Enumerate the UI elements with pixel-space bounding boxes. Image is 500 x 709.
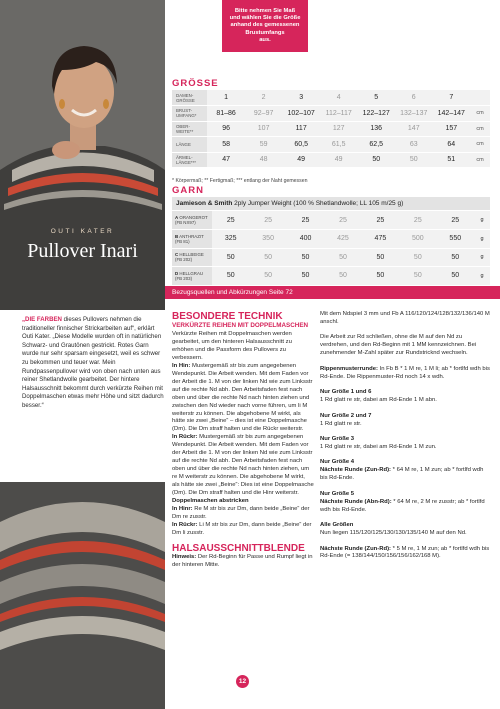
yarn-unit: g bbox=[474, 230, 490, 249]
neckband-text: Der Rd-Beginn für Passe und Rumpf liegt in der hinteren Mitte. bbox=[172, 553, 313, 568]
size-cell: 51 bbox=[433, 152, 471, 168]
increase-round-text: * 5 M re, 1 M zun; ab * fortlfd wdh bis Rd-Ende (= 138/144/150/156/156/162/168 M). bbox=[320, 545, 490, 560]
abs-rueck-label: In Rückr: bbox=[172, 521, 198, 528]
size-1-6-label: Nur Größe 1 und 6 bbox=[320, 389, 372, 396]
abstricken-rueck bbox=[172, 522, 314, 538]
yarn-color-code: A bbox=[175, 215, 179, 220]
size-cell: 50 bbox=[357, 152, 395, 168]
rib-label: Rippenmusterrunde: bbox=[320, 365, 378, 372]
size-cell: 96 bbox=[207, 121, 245, 137]
size-cell: 47 bbox=[207, 152, 245, 168]
size-cell: 157 bbox=[433, 121, 471, 137]
yarn-cell: 50 bbox=[437, 248, 474, 267]
all-sizes-block bbox=[320, 522, 490, 538]
size-cell: 142–147 bbox=[433, 106, 471, 122]
yarn-cell: 50 bbox=[212, 267, 249, 286]
yarn-heading: GARN bbox=[172, 185, 204, 196]
hin-label: In Hin: bbox=[172, 362, 191, 369]
technique-rueck-paragraph bbox=[172, 434, 314, 498]
yarn-cell: 425 bbox=[324, 230, 361, 249]
size-cell: 102–107 bbox=[282, 106, 320, 122]
size-row-label-line: UMFANG* bbox=[176, 113, 197, 119]
hin-text: Mustergemäß str bis zum angegebenen Wendepunkt. Die Arbeit wenden. Mit dem Faden vor der Arbeit die 1. M von der linken Nd wie zum Linksstr auf die rechte Nd abh. Den Arbeitsfaden fest nach oben und über die rechte Nd nach hinten ziehen und zwischen den Nd wieder nach vorne führen, um li M weiterstr zu können. Die abgehobene M wirkt, als hätte sie zwei „Beine“ – dies ist eine Doppelmasche (Dm). Die Dm straff halten und die Rückr weiterstr. bbox=[172, 362, 313, 433]
size-row bbox=[172, 121, 490, 137]
size-cell: 92–97 bbox=[245, 106, 283, 122]
yarn-cell: 50 bbox=[287, 267, 324, 286]
rueck-label: In Rückr: bbox=[172, 434, 198, 441]
neckband-heading: HALSAUSSCHNITTBLENDE bbox=[172, 542, 305, 554]
size-cell: 49 bbox=[282, 152, 320, 168]
yarn-cell: 550 bbox=[437, 230, 474, 249]
yarn-unit: g bbox=[474, 248, 490, 267]
size-5-block bbox=[320, 491, 490, 515]
yarn-row bbox=[172, 267, 490, 286]
yarn-cell: 400 bbox=[287, 230, 324, 249]
yarn-color-label bbox=[172, 267, 212, 286]
sweater-detail-photo bbox=[0, 482, 165, 709]
increase-round-block bbox=[320, 546, 490, 562]
yarn-color-code: B bbox=[175, 233, 179, 239]
yarn-cell: 50 bbox=[324, 267, 361, 286]
abstricken-hin bbox=[172, 506, 314, 522]
yarn-unit: g bbox=[474, 267, 490, 286]
size-unit: cm bbox=[470, 152, 490, 168]
size-cell: 58 bbox=[207, 137, 245, 153]
size-row bbox=[172, 152, 490, 168]
yarn-cell: 50 bbox=[249, 267, 286, 286]
size-unit: cm bbox=[470, 137, 490, 153]
rueck-text: Mustergemäß str bis zum angegebenen Wendepunkt. Die Arbeit wenden. Mit dem Faden vor der Arbeit die 1. M von der linken Nd wie zum Linksstr auf die rechte Nd abh. Den Arbeitsfaden fest nach oben und über die rechte Nd nach hinten ziehen, um re M weiterstr zu können. Die abgehobene M wirkt, als hätte sie zwei „Beine“: Dies ist eine Doppelmasche (Dm). Die Dm straff halten und die Hinr weiterstr. bbox=[172, 434, 314, 497]
sweater-pattern-illustration bbox=[0, 482, 165, 709]
yarn-color-text: ORANGEROT bbox=[179, 215, 208, 220]
yarn-description bbox=[172, 197, 490, 210]
yarn-cell: 325 bbox=[212, 230, 249, 249]
size-cell: 50 bbox=[395, 152, 433, 168]
banner-line: Brustumfangs bbox=[245, 29, 285, 36]
increase-round-label: Nächste Runde (Zun-Rd): bbox=[320, 545, 392, 552]
yarn-cell: 25 bbox=[399, 211, 436, 230]
size-cell: 122–127 bbox=[357, 106, 395, 122]
size-row-label-line: OBER- bbox=[176, 123, 190, 129]
size-cell: 59 bbox=[245, 137, 283, 153]
yarn-cell: 350 bbox=[249, 230, 286, 249]
page-number: 12 bbox=[236, 675, 249, 688]
size-cell: 81–86 bbox=[207, 106, 245, 122]
size-row-label-line: WEITE** bbox=[176, 128, 194, 134]
join-paragraph: Die Arbeit zur Rd schließen, ohne die M auf den Nd zu verdrehen, und den Rd-Beginn mit 1 MM kennzeichnen. Bei zunehmender M-Zahl später zur Rundstricknd wechseln. bbox=[320, 334, 477, 357]
size-row-label-line: DAMEN- bbox=[176, 92, 194, 98]
yarn-cell: 50 bbox=[362, 267, 399, 286]
model-photo-illustration bbox=[0, 0, 165, 310]
yarn-cell: 25 bbox=[212, 211, 249, 230]
size-footnote: * Körpermaß; ** Fertigmaß; *** entlang der Naht gemessen bbox=[172, 178, 308, 184]
size-row-label-line: ÄRMEL- bbox=[176, 154, 193, 160]
size-cell: 4 bbox=[320, 90, 358, 106]
size-cell: 63 bbox=[395, 137, 433, 153]
size-unit: cm bbox=[470, 121, 490, 137]
size-cell: 107 bbox=[245, 121, 283, 137]
banner-line: aus. bbox=[259, 36, 271, 43]
yarn-cell: 25 bbox=[324, 211, 361, 230]
yarn-cell: 50 bbox=[287, 248, 324, 267]
abstricken-heading bbox=[172, 498, 314, 506]
neckband-note bbox=[172, 554, 314, 570]
size-1-6-text: 1 Rd glatt re str, dabei am Rd-Ende 1 M abn. bbox=[320, 397, 437, 404]
abs-hin-label: In Hinr: bbox=[172, 505, 193, 512]
size-cell: 61,5 bbox=[320, 137, 358, 153]
banner-line: und wählen Sie die Größe bbox=[229, 15, 301, 22]
size-cell: 136 bbox=[357, 121, 395, 137]
abstricken-label: Doppelmaschen abstricken bbox=[172, 498, 249, 505]
yarn-brand: Jamieson & Smith bbox=[176, 200, 233, 207]
size-cell: 7 bbox=[433, 90, 471, 106]
size-cell: 117 bbox=[282, 121, 320, 137]
yarn-row bbox=[172, 211, 490, 230]
yarn-cell: 50 bbox=[362, 248, 399, 267]
size-4-label: Nur Größe 4 bbox=[320, 459, 355, 466]
yarn-color-number: (FB 202) bbox=[175, 257, 193, 263]
instructions-column bbox=[320, 311, 490, 569]
size-table bbox=[172, 90, 490, 168]
abs-hin-text: Re M str bis zur Dm, dann beide „Beine“ der Dm re zusstr. bbox=[172, 505, 310, 520]
abs-rueck-text: Li M str bis zur Dm, dann beide „Beine“ der Dm li zusstr. bbox=[172, 521, 312, 536]
rib-paragraph bbox=[320, 366, 490, 382]
size-row-label-line: GRÖSSE bbox=[176, 97, 195, 103]
yarn-cell: 500 bbox=[399, 230, 436, 249]
size-2-7-text: 1 Rd glatt re str. bbox=[320, 420, 362, 427]
yarn-cell: 25 bbox=[249, 211, 286, 230]
yarn-table bbox=[172, 211, 490, 286]
sources-bar: Bezugsquellen und Abkürzungen Seite 72 bbox=[165, 286, 500, 299]
all-sizes-text: Nun liegen 115/120/125/130/130/135/140 M auf den Nd. bbox=[320, 530, 467, 537]
size-3-label: Nur Größe 3 bbox=[320, 435, 355, 442]
size-row-label bbox=[172, 152, 207, 168]
size-row-label bbox=[172, 90, 207, 106]
size-2-7-block bbox=[320, 413, 490, 429]
size-cell: 127 bbox=[320, 121, 358, 137]
size-4-block bbox=[320, 459, 490, 483]
technique-heading: BESONDERE TECHNIK bbox=[172, 311, 283, 322]
size-cell: 112–117 bbox=[320, 106, 358, 122]
size-row bbox=[172, 137, 490, 153]
rib-text: In Fb B * 1 M re, 1 M li; ab * fortlfd wdh bis Rd-Ende. Die Rippenmuster-Rd noch 14 x wdh. bbox=[320, 365, 490, 380]
size-heading: GRÖSSE bbox=[172, 78, 219, 89]
yarn-color-label bbox=[172, 230, 212, 249]
size-row-label-line: LÄNGE*** bbox=[176, 159, 197, 165]
size-row-label bbox=[172, 121, 207, 137]
yarn-color-text: ANTHRAZIT bbox=[179, 233, 204, 239]
size-cell: 62,5 bbox=[357, 137, 395, 153]
measure-hint-banner bbox=[222, 0, 308, 52]
size-2-7-label: Nur Größe 2 und 7 bbox=[320, 412, 372, 419]
size-5-sub: Nächste Runde (Abn-Rd): bbox=[320, 498, 392, 505]
yarn-cell: 50 bbox=[212, 248, 249, 267]
yarn-cell: 50 bbox=[249, 248, 286, 267]
size-cell: 49 bbox=[320, 152, 358, 168]
size-row bbox=[172, 106, 490, 122]
cast-on-paragraph: Mit dem Ndspiel 3 mm und Fb A 116/120/124/128/132/136/140 M anschl. bbox=[320, 311, 490, 325]
yarn-cell: 50 bbox=[399, 267, 436, 286]
size-cell: 60,5 bbox=[282, 137, 320, 153]
yarn-spec: 2ply Jumper Weight (100 % Shetlandwolle; LL 105 m/25 g) bbox=[232, 200, 404, 207]
size-row bbox=[172, 90, 490, 106]
technique-intro: Verkürzte Reihen mit Doppelmaschen werden gearbeitet, um den hinteren Halsausschnitt zu erhöhen und die Passform des Pullovers zu verbessern. bbox=[172, 331, 292, 361]
size-unit: cm bbox=[470, 106, 490, 122]
yarn-cell: 475 bbox=[362, 230, 399, 249]
size-cell: 1 bbox=[207, 90, 245, 106]
yarn-color-number: (FB NX97) bbox=[175, 220, 196, 225]
yarn-unit: g bbox=[474, 211, 490, 230]
technique-hin-paragraph bbox=[172, 363, 314, 435]
intro-lead: „DIE FARBEN bbox=[22, 316, 62, 323]
page-title: Pullover Inari bbox=[27, 240, 138, 262]
yarn-color-number: (FB 203) bbox=[175, 275, 193, 281]
yarn-cell: 50 bbox=[324, 248, 361, 267]
yarn-row bbox=[172, 248, 490, 267]
size-cell: 48 bbox=[245, 152, 283, 168]
yarn-color-label bbox=[172, 248, 212, 267]
size-row-label bbox=[172, 137, 207, 153]
model-photo bbox=[0, 0, 165, 310]
intro-body: dieses Pullovers nehmen die traditioneller finnischer Strickarbeiten auf“, erklärt Outi Kater. „Diese Modelle wurden oft in natürlichen Schwarz- und Grautönen gestrickt. Rotes Garn wurde nur sehr sparsam eingesetzt, weil es schwer zu bekommen und teuer war. Mein Rundpassenpullover wird von oben nach unten aus reiner Shetlandwolle gearbeitet. Der hintere Halsausschnitt bekommt durch verkürzte Reihen mit Doppelmaschen etwas mehr Höhe und sitzt dadurch besser.“ bbox=[22, 316, 164, 409]
size-cell: 147 bbox=[395, 121, 433, 137]
size-3-text: 1 Rd glatt re str, dabei am Rd-Ende 1 M zun. bbox=[320, 443, 437, 450]
size-5-label: Nur Größe 5 bbox=[320, 490, 355, 497]
technique-column bbox=[172, 311, 314, 570]
yarn-color-text: HELLGRAU bbox=[179, 270, 204, 276]
size-cell: 6 bbox=[395, 90, 433, 106]
banner-line: anhand des gemessenen bbox=[230, 22, 300, 29]
yarn-row bbox=[172, 230, 490, 249]
neckband-label: Hinweis: bbox=[172, 553, 197, 560]
yarn-cell: 25 bbox=[287, 211, 324, 230]
yarn-cell: 25 bbox=[437, 211, 474, 230]
yarn-color-label bbox=[172, 211, 212, 230]
size-cell: 5 bbox=[357, 90, 395, 106]
intro-text bbox=[22, 316, 164, 411]
size-cell: 3 bbox=[282, 90, 320, 106]
yarn-color-code: D bbox=[175, 270, 179, 276]
banner-line: Bitte nehmen Sie Maß bbox=[234, 8, 296, 14]
size-unit bbox=[470, 90, 490, 106]
size-row-label-line: BRUST- bbox=[176, 108, 193, 114]
size-cell: 2 bbox=[245, 90, 283, 106]
yarn-color-number: (FB 81) bbox=[175, 238, 190, 244]
size-3-block bbox=[320, 436, 490, 452]
size-cell: 64 bbox=[433, 137, 471, 153]
size-cell: 132–137 bbox=[395, 106, 433, 122]
technique-subheading: VERKÜRZTE REIHEN MIT DOPPELMASCHEN bbox=[172, 322, 309, 329]
yarn-color-code: C bbox=[175, 252, 179, 258]
size-row-label bbox=[172, 106, 207, 122]
size-5-text: * 64 M re, 2 M re zusstr; ab * fortlfd wdh bis Rd-Ende. bbox=[320, 498, 485, 513]
yarn-cell: 50 bbox=[399, 248, 436, 267]
yarn-cell: 25 bbox=[362, 211, 399, 230]
designer-name: OUTI KATER bbox=[50, 228, 115, 235]
size-1-6-block bbox=[320, 389, 490, 405]
yarn-cell: 50 bbox=[437, 267, 474, 286]
size-4-text: * 64 M re, 1 M zun; ab * fortlfd wdh bis Rd-Ende. bbox=[320, 467, 484, 482]
size-row-label-line: LÄNGE bbox=[176, 141, 191, 147]
size-4-sub: Nächste Runde (Zun-Rd): bbox=[320, 467, 392, 474]
all-sizes-label: Alle Größen bbox=[320, 522, 354, 529]
yarn-color-text: HELLBEIGE bbox=[179, 252, 204, 258]
